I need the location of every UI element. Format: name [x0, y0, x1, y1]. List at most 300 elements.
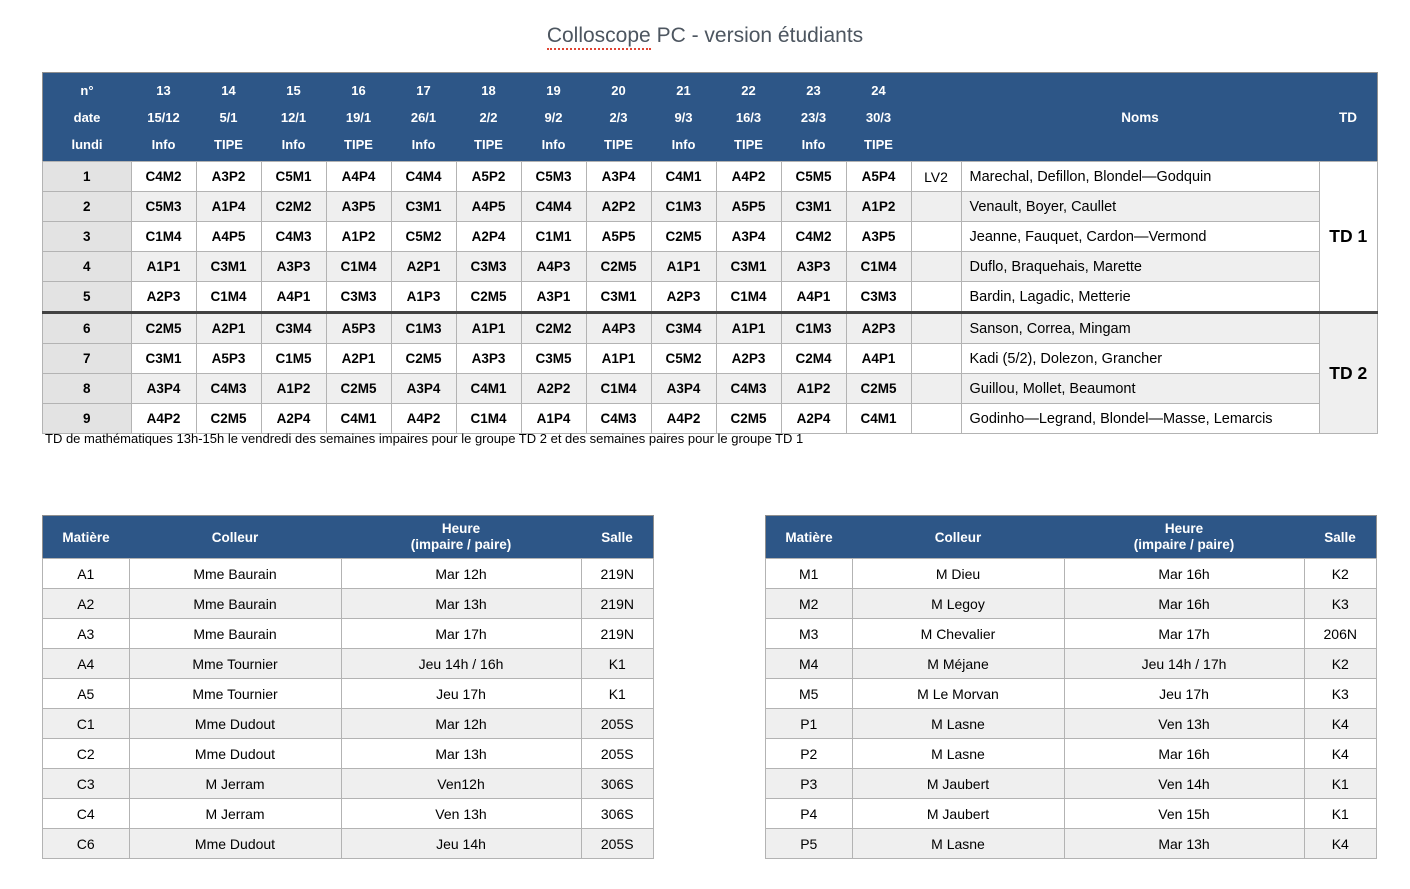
colle-code-cell: C2M5 — [586, 252, 651, 282]
colle-code-cell: A2P1 — [391, 252, 456, 282]
colle-code-cell: A3P4 — [716, 222, 781, 252]
heure-cell: Ven 13h — [341, 799, 581, 829]
colle-code-cell: A1P2 — [846, 192, 911, 222]
matiere-cell: C4 — [43, 799, 130, 829]
salle-cell: K4 — [1304, 709, 1377, 739]
colle-code-cell: A2P4 — [456, 222, 521, 252]
colleur-cell: M Dieu — [852, 559, 1064, 589]
colle-code-cell: A2P4 — [261, 404, 326, 434]
colle-code-cell: C5M2 — [391, 222, 456, 252]
week-number: 14 — [221, 82, 236, 98]
salle-cell: 205S — [581, 829, 654, 859]
colle-code-cell: C3M3 — [326, 282, 391, 313]
colle-code-cell: C4M1 — [651, 162, 716, 192]
lv2-cell — [911, 222, 961, 252]
heure-header-line1: Heure — [441, 521, 481, 536]
matiere-cell: M1 — [766, 559, 853, 589]
colle-code-cell: C1M4 — [716, 282, 781, 313]
lv2-cell — [911, 252, 961, 282]
week-header — [781, 73, 846, 162]
td-header: TD — [1319, 73, 1378, 162]
colleur-cell: Mme Tournier — [129, 649, 341, 679]
week-type: Info — [151, 136, 176, 152]
colle-table-a-c — [42, 515, 654, 859]
matiere-cell: C2 — [43, 739, 130, 769]
colle-code-cell: A2P1 — [326, 344, 391, 374]
week-number: 15 — [286, 82, 301, 98]
colle-code-cell: A2P3 — [846, 313, 911, 344]
week-type: Info — [281, 136, 306, 152]
salle-cell: 219N — [581, 559, 654, 589]
colle-table-row — [766, 829, 1377, 859]
colle-table-row — [766, 739, 1377, 769]
heure-cell: Ven 15h — [1064, 799, 1304, 829]
colle-code-cell: A3P3 — [261, 252, 326, 282]
week-type: TIPE — [604, 136, 633, 152]
colle-code-cell: C5M2 — [651, 344, 716, 374]
colloscope-table — [42, 72, 1378, 434]
week-header — [196, 73, 261, 162]
heure-header-line1: Heure — [1164, 521, 1204, 536]
salle-cell: K1 — [1304, 769, 1377, 799]
salle-cell: K4 — [1304, 739, 1377, 769]
page-title — [0, 24, 1410, 48]
colle-code-cell: C4M3 — [586, 404, 651, 434]
colle-code-cell: C1M4 — [196, 282, 261, 313]
salle-cell: 219N — [581, 619, 654, 649]
colloscope-row — [43, 252, 1378, 282]
colleur-cell: M Lasne — [852, 739, 1064, 769]
heure-cell: Jeu 14h / 17h — [1064, 649, 1304, 679]
colle-code-cell: A5P3 — [326, 313, 391, 344]
week-header — [651, 73, 716, 162]
colloscope-row — [43, 192, 1378, 222]
week-number: 23 — [806, 82, 821, 98]
heure-cell: Mar 13h — [1064, 829, 1304, 859]
colle-code-cell: C5M3 — [521, 162, 586, 192]
colleur-cell: Mme Dudout — [129, 739, 341, 769]
colle-code-cell: A4P2 — [391, 404, 456, 434]
title-rest: PC - version étudiants — [650, 24, 864, 47]
noms-cell: Duflo, Braquehais, Marette — [961, 252, 1319, 282]
salle-cell: K1 — [1304, 799, 1377, 829]
row-number-cell: 2 — [43, 192, 132, 222]
noms-cell: Sanson, Correa, Mingam — [961, 313, 1319, 344]
heure-cell: Jeu 17h — [341, 679, 581, 709]
colle-code-cell: C4M3 — [716, 374, 781, 404]
row-number-cell: 6 — [43, 313, 132, 344]
week-number: 21 — [676, 82, 691, 98]
colle-code-cell: C1M3 — [391, 313, 456, 344]
colle-code-cell: A3P3 — [781, 252, 846, 282]
row-number-cell: 7 — [43, 344, 132, 374]
heure-header-line2: (impaire / paire) — [1133, 537, 1235, 552]
colle-code-cell: C4M2 — [781, 222, 846, 252]
matiere-cell: P5 — [766, 829, 853, 859]
week-number: 22 — [741, 82, 756, 98]
heure-cell: Mar 12h — [341, 559, 581, 589]
colloscope-row — [43, 374, 1378, 404]
colle-code-cell: C4M3 — [196, 374, 261, 404]
week-header — [846, 73, 911, 162]
colle-code-cell: A4P1 — [781, 282, 846, 313]
colle-code-cell: A3P1 — [521, 282, 586, 313]
colle-code-cell: C2M5 — [716, 404, 781, 434]
colleur-cell: M Lasne — [852, 829, 1064, 859]
heure-cell: Mar 13h — [341, 589, 581, 619]
colle-code-cell: A4P2 — [651, 404, 716, 434]
lv2-cell — [911, 374, 961, 404]
colle-code-cell: C4M4 — [521, 192, 586, 222]
colle-code-cell: C4M3 — [261, 222, 326, 252]
heure-cell: Mar 13h — [341, 739, 581, 769]
noms-cell: Godinho—Legrand, Blondel—Masse, Lemarcis — [961, 404, 1319, 434]
colle-code-cell: A1P1 — [716, 313, 781, 344]
colle-code-cell: A4P1 — [261, 282, 326, 313]
colle-table-row — [43, 709, 654, 739]
colle-code-cell: C1M4 — [586, 374, 651, 404]
week-date: 9/3 — [674, 109, 693, 125]
lv2-cell — [911, 282, 961, 313]
week-type: TIPE — [344, 136, 373, 152]
row-number-cell: 9 — [43, 404, 132, 434]
colle-code-cell: A2P2 — [586, 192, 651, 222]
matiere-cell: P3 — [766, 769, 853, 799]
footnote: TD de mathématiques 13h-15h le vendredi des semaines impaires pour le groupe TD 2 et des semaines paires pour le groupe TD 1 — [45, 431, 804, 446]
salle-cell: K4 — [1304, 829, 1377, 859]
week-header — [261, 73, 326, 162]
corner-header-line: date — [73, 109, 101, 125]
colle-table-body — [43, 559, 654, 859]
colle-code-cell: C2M2 — [261, 192, 326, 222]
colle-code-cell: C2M5 — [326, 374, 391, 404]
colle-table-row — [43, 619, 654, 649]
matiere-cell: P1 — [766, 709, 853, 739]
colle-code-cell: A5P5 — [716, 192, 781, 222]
colle-code-cell: C3M4 — [651, 313, 716, 344]
colle-code-cell: A3P4 — [131, 374, 196, 404]
colle-code-cell: C1M1 — [521, 222, 586, 252]
week-date: 26/1 — [410, 109, 437, 125]
colle-code-cell: C2M5 — [846, 374, 911, 404]
colleur-cell: M Chevalier — [852, 619, 1064, 649]
week-date: 9/2 — [544, 109, 563, 125]
matiere-cell: M5 — [766, 679, 853, 709]
colle-table-row — [43, 799, 654, 829]
row-number-cell: 3 — [43, 222, 132, 252]
title-word-colloscope: Colloscope — [547, 24, 651, 50]
colleur-cell: M Jaubert — [852, 769, 1064, 799]
heure-cell: Ven 13h — [1064, 709, 1304, 739]
heure-cell: Ven12h — [341, 769, 581, 799]
heure-header — [1064, 516, 1304, 559]
matiere-cell: P4 — [766, 799, 853, 829]
week-number: 16 — [351, 82, 366, 98]
week-header — [586, 73, 651, 162]
week-type: Info — [411, 136, 436, 152]
colle-table-row — [43, 739, 654, 769]
salle-cell: K1 — [581, 649, 654, 679]
colle-code-cell: A1P1 — [456, 313, 521, 344]
colle-table-row — [43, 769, 654, 799]
colle-code-cell: A4P4 — [326, 162, 391, 192]
colle-code-cell: C2M5 — [196, 404, 261, 434]
matiere-cell: M3 — [766, 619, 853, 649]
colle-code-cell: A1P2 — [261, 374, 326, 404]
colle-code-cell: A2P4 — [781, 404, 846, 434]
colle-table-row — [766, 709, 1377, 739]
colle-code-cell: A4P5 — [196, 222, 261, 252]
salle-cell: 205S — [581, 709, 654, 739]
week-header — [456, 73, 521, 162]
week-date: 15/12 — [147, 109, 180, 125]
colle-code-cell: C5M1 — [261, 162, 326, 192]
colle-code-cell: C3M3 — [456, 252, 521, 282]
week-type: TIPE — [864, 136, 893, 152]
colleur-cell: Mme Baurain — [129, 619, 341, 649]
colleur-cell: M Jerram — [129, 769, 341, 799]
week-type: TIPE — [214, 136, 243, 152]
colloscope-row — [43, 222, 1378, 252]
colle-code-cell: A4P3 — [521, 252, 586, 282]
colle-code-cell: A5P3 — [196, 344, 261, 374]
week-type: TIPE — [734, 136, 763, 152]
colle-code-cell: A3P4 — [586, 162, 651, 192]
td-group-cell: TD 1 — [1319, 162, 1378, 313]
corner-header-line: lundi — [71, 136, 103, 152]
salle-cell: 306S — [581, 769, 654, 799]
colle-code-cell: A1P2 — [781, 374, 846, 404]
colle-code-cell: C3M1 — [586, 282, 651, 313]
week-header — [326, 73, 391, 162]
colle-code-cell: A1P4 — [196, 192, 261, 222]
row-number-cell: 4 — [43, 252, 132, 282]
matiere-cell: A3 — [43, 619, 130, 649]
colle-code-cell: C3M3 — [846, 282, 911, 313]
salle-cell: 205S — [581, 739, 654, 769]
matiere-cell: A5 — [43, 679, 130, 709]
row-number-cell: 8 — [43, 374, 132, 404]
colloscope-row — [43, 313, 1378, 344]
matiere-cell: C1 — [43, 709, 130, 739]
colleur-cell: M Legoy — [852, 589, 1064, 619]
colle-table-m-p — [765, 515, 1377, 859]
heure-cell: Mar 17h — [341, 619, 581, 649]
week-number: 17 — [416, 82, 431, 98]
salle-header: Salle — [1304, 516, 1377, 559]
colle-code-cell: A1P3 — [391, 282, 456, 313]
colle-code-cell: A1P2 — [326, 222, 391, 252]
week-type: TIPE — [474, 136, 503, 152]
colleur-cell: M Lasne — [852, 709, 1064, 739]
salle-cell: K3 — [1304, 589, 1377, 619]
heure-cell: Jeu 17h — [1064, 679, 1304, 709]
colle-code-cell: C1M3 — [651, 192, 716, 222]
colle-code-cell: C4M4 — [391, 162, 456, 192]
week-number: 24 — [871, 82, 886, 98]
salle-header: Salle — [581, 516, 654, 559]
colle-code-cell: C2M5 — [131, 313, 196, 344]
week-header — [521, 73, 586, 162]
colle-code-cell: A1P4 — [521, 404, 586, 434]
lv2-cell — [911, 313, 961, 344]
colle-code-cell: C3M1 — [391, 192, 456, 222]
matiere-header: Matière — [43, 516, 130, 559]
colle-code-cell: A1P1 — [586, 344, 651, 374]
week-number: 20 — [611, 82, 626, 98]
lv2-cell: LV2 — [911, 162, 961, 192]
heure-cell: Mar 16h — [1064, 559, 1304, 589]
week-type: Info — [801, 136, 826, 152]
colleur-cell: Mme Dudout — [129, 709, 341, 739]
noms-cell: Kadi (5/2), Dolezon, Grancher — [961, 344, 1319, 374]
colle-code-cell: C3M1 — [781, 192, 846, 222]
colle-code-cell: C2M5 — [651, 222, 716, 252]
colle-table-row — [43, 829, 654, 859]
salle-cell: K3 — [1304, 679, 1377, 709]
week-number: 19 — [546, 82, 561, 98]
colle-table-row — [766, 619, 1377, 649]
colle-table-row — [43, 559, 654, 589]
colle-code-cell: A3P4 — [651, 374, 716, 404]
colloscope-row — [43, 344, 1378, 374]
noms-header: Noms — [961, 73, 1319, 162]
colle-code-cell: A4P2 — [716, 162, 781, 192]
td-group-cell: TD 2 — [1319, 313, 1378, 434]
lv2-header — [911, 73, 961, 162]
corner-header-line: n° — [80, 82, 94, 98]
heure-cell: Mar 16h — [1064, 589, 1304, 619]
colloscope-body — [43, 162, 1378, 434]
colle-table-row — [43, 679, 654, 709]
heure-cell: Jeu 14h — [341, 829, 581, 859]
lv2-cell — [911, 192, 961, 222]
colle-code-cell: C3M1 — [716, 252, 781, 282]
week-date: 30/3 — [865, 109, 892, 125]
colle-table-row — [766, 769, 1377, 799]
colleur-cell: Mme Dudout — [129, 829, 341, 859]
colle-code-cell: C1M3 — [781, 313, 846, 344]
colleur-cell: Mme Baurain — [129, 559, 341, 589]
colle-code-cell: C2M4 — [781, 344, 846, 374]
salle-cell: K2 — [1304, 649, 1377, 679]
salle-cell: K1 — [581, 679, 654, 709]
week-header — [716, 73, 781, 162]
colle-table-row — [766, 679, 1377, 709]
colle-table-row — [43, 589, 654, 619]
colle-code-cell: A4P3 — [586, 313, 651, 344]
salle-cell: K2 — [1304, 559, 1377, 589]
colle-code-cell: A3P3 — [456, 344, 521, 374]
colle-code-cell: A4P2 — [131, 404, 196, 434]
colle-code-cell: C5M3 — [131, 192, 196, 222]
colle-code-cell: A2P1 — [196, 313, 261, 344]
colle-code-cell: C2M5 — [456, 282, 521, 313]
colleur-header: Colleur — [852, 516, 1064, 559]
colle-table-row — [43, 649, 654, 679]
heure-cell: Jeu 14h / 16h — [341, 649, 581, 679]
colleur-cell: M Le Morvan — [852, 679, 1064, 709]
colle-table-row — [766, 559, 1377, 589]
colle-code-cell: A2P3 — [651, 282, 716, 313]
colle-code-cell: A3P5 — [326, 192, 391, 222]
salle-cell: 206N — [1304, 619, 1377, 649]
noms-cell: Marechal, Defillon, Blondel—Godquin — [961, 162, 1319, 192]
colloscope-header-row — [43, 73, 1378, 162]
colle-code-cell: C1M4 — [846, 252, 911, 282]
colle-code-cell: C2M2 — [521, 313, 586, 344]
colle-code-cell: A3P4 — [391, 374, 456, 404]
matiere-cell: C3 — [43, 769, 130, 799]
noms-cell: Bardin, Lagadic, Metterie — [961, 282, 1319, 313]
matiere-header: Matière — [766, 516, 853, 559]
colleur-header: Colleur — [129, 516, 341, 559]
noms-cell: Jeanne, Fauquet, Cardon—Vermond — [961, 222, 1319, 252]
colle-code-cell: C4M2 — [131, 162, 196, 192]
row-number-cell: 5 — [43, 282, 132, 313]
heure-cell: Mar 16h — [1064, 739, 1304, 769]
week-date: 2/2 — [479, 109, 498, 125]
matiere-cell: M4 — [766, 649, 853, 679]
lv2-cell — [911, 404, 961, 434]
colleur-cell: M Méjane — [852, 649, 1064, 679]
heure-cell: Mar 12h — [341, 709, 581, 739]
colle-code-cell: C3M1 — [131, 344, 196, 374]
colle-code-cell: C1M4 — [131, 222, 196, 252]
matiere-cell: A4 — [43, 649, 130, 679]
colle-code-cell: A5P5 — [586, 222, 651, 252]
colle-code-cell: A3P2 — [196, 162, 261, 192]
week-date: 2/3 — [609, 109, 628, 125]
colle-table-header-row — [43, 516, 654, 559]
colle-code-cell: A2P2 — [521, 374, 586, 404]
noms-cell: Venault, Boyer, Caullet — [961, 192, 1319, 222]
week-date: 5/1 — [219, 109, 238, 125]
colle-code-cell: C4M1 — [326, 404, 391, 434]
colle-code-cell: C1M5 — [261, 344, 326, 374]
week-number: 18 — [481, 82, 496, 98]
week-header — [131, 73, 196, 162]
lv2-cell — [911, 344, 961, 374]
week-type: Info — [541, 136, 566, 152]
colle-code-cell: C4M1 — [846, 404, 911, 434]
colle-code-cell: A5P2 — [456, 162, 521, 192]
colle-code-cell: A1P1 — [651, 252, 716, 282]
colloscope-row — [43, 282, 1378, 313]
row-number-cell: 1 — [43, 162, 132, 192]
matiere-cell: C6 — [43, 829, 130, 859]
colleur-cell: Mme Tournier — [129, 679, 341, 709]
colle-code-cell: C1M4 — [326, 252, 391, 282]
colle-table-row — [766, 589, 1377, 619]
colle-table-body — [766, 559, 1377, 859]
colle-code-cell: A2P3 — [131, 282, 196, 313]
colle-code-cell: C3M5 — [521, 344, 586, 374]
week-header — [391, 73, 456, 162]
matiere-cell: M2 — [766, 589, 853, 619]
salle-cell: 306S — [581, 799, 654, 829]
colle-code-cell: A1P1 — [131, 252, 196, 282]
colloscope-row — [43, 404, 1378, 434]
colle-table-row — [766, 649, 1377, 679]
colle-table-row — [766, 799, 1377, 829]
colle-code-cell: C5M5 — [781, 162, 846, 192]
colle-code-cell: A3P5 — [846, 222, 911, 252]
week-type: Info — [671, 136, 696, 152]
colle-code-cell: A5P4 — [846, 162, 911, 192]
colle-code-cell: A2P3 — [716, 344, 781, 374]
colle-code-cell: C4M1 — [456, 374, 521, 404]
